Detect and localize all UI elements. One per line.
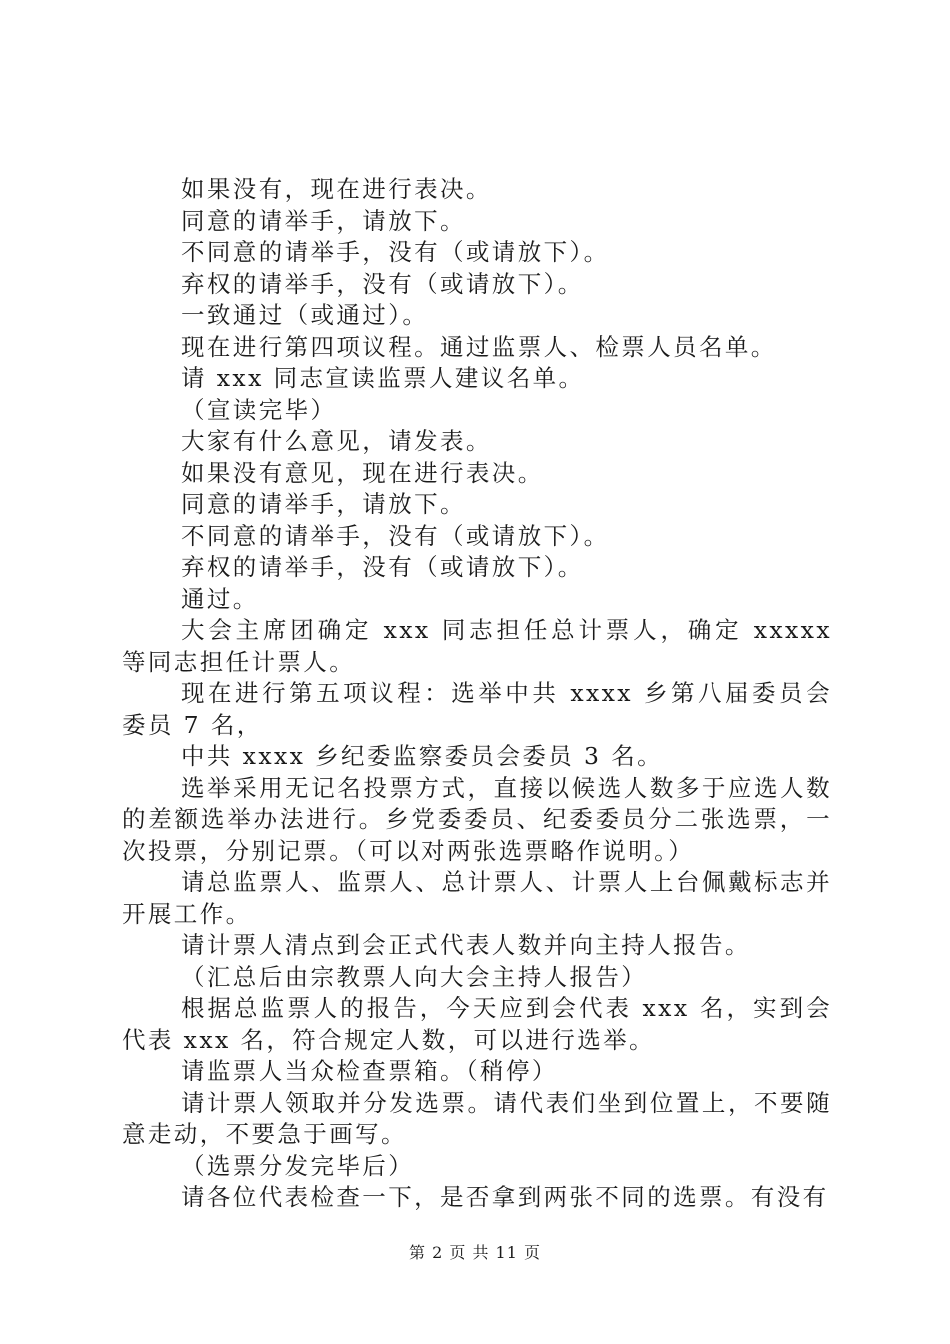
page-number-footer: 第 2 页 共 11 页 xyxy=(409,1243,541,1262)
paragraph: 大会主席团确定 xxx 同志担任总计票人，确定 xxxxx 等同志担任计票人。 xyxy=(122,616,832,676)
paragraph: 不同意的请举手，没有（或请放下）。 xyxy=(181,238,610,266)
paragraph: 弃权的请举手，没有（或请放下）。 xyxy=(181,553,584,581)
paragraph: 如果没有，现在进行表决。 xyxy=(181,175,492,203)
paragraph: 请计票人领取并分发选票。请代表们坐到位置上，不要随意走动，不要急于画写。 xyxy=(122,1088,832,1148)
paragraph: 不同意的请举手，没有（或请放下）。 xyxy=(181,521,610,550)
paragraph: 同意的请举手，请放下。 xyxy=(181,206,466,235)
paragraph: 弃权的请举手，没有（或请放下）。 xyxy=(181,269,584,298)
paragraph: 中共 xxxx 乡纪委监察委员会委员 3 名。 xyxy=(181,742,664,770)
paragraph: 根据总监票人的报告，今天应到会代表 xxx 名，实到会代表 xxx 名，符合规定人数，可以进行选举。 xyxy=(122,994,832,1054)
paragraph: 选举采用无记名投票方式，直接以候选人数多于应选人数的差额选举办法进行。乡党委委员、纪委委员分二张选票，一次投票，分别记票。（可以对两张选票略作说明。） xyxy=(122,773,832,865)
paragraph: 请各位代表检查一下，是否拿到两张不同的选票。有没有 xyxy=(181,1183,829,1211)
paragraph: 请监票人当众检查票箱。（稍停） xyxy=(181,1057,558,1085)
paragraph: 大家有什么意见，请发表。 xyxy=(181,427,492,455)
paragraph: 一致通过（或通过）。 xyxy=(181,301,429,329)
paragraph: （汇总后由宗教票人向大会主持人报告） xyxy=(181,962,648,991)
paragraph: （宣读完毕） xyxy=(181,395,337,424)
paragraph: 请总监票人、监票人、总计票人、计票人上台佩戴标志并开展工作。 xyxy=(122,868,832,928)
paragraph: 请 xxx 同志宣读监票人建议名单。 xyxy=(181,364,585,392)
paragraph: 请计票人清点到会正式代表人数并向主持人报告。 xyxy=(181,931,751,959)
paragraph: 现在进行第四项议程。通过监票人、检票人员名单。 xyxy=(181,332,777,361)
paragraph: 现在进行第五项议程：选举中共 xxxx 乡第八届委员会委员 7 名， xyxy=(122,679,832,739)
paragraph: 如果没有意见，现在进行表决。 xyxy=(181,458,544,487)
paragraph: 同意的请举手，请放下。 xyxy=(181,490,466,518)
document-body xyxy=(122,174,832,1214)
paragraph: 通过。 xyxy=(181,584,259,613)
paragraph: （选票分发完毕后） xyxy=(181,1151,415,1180)
